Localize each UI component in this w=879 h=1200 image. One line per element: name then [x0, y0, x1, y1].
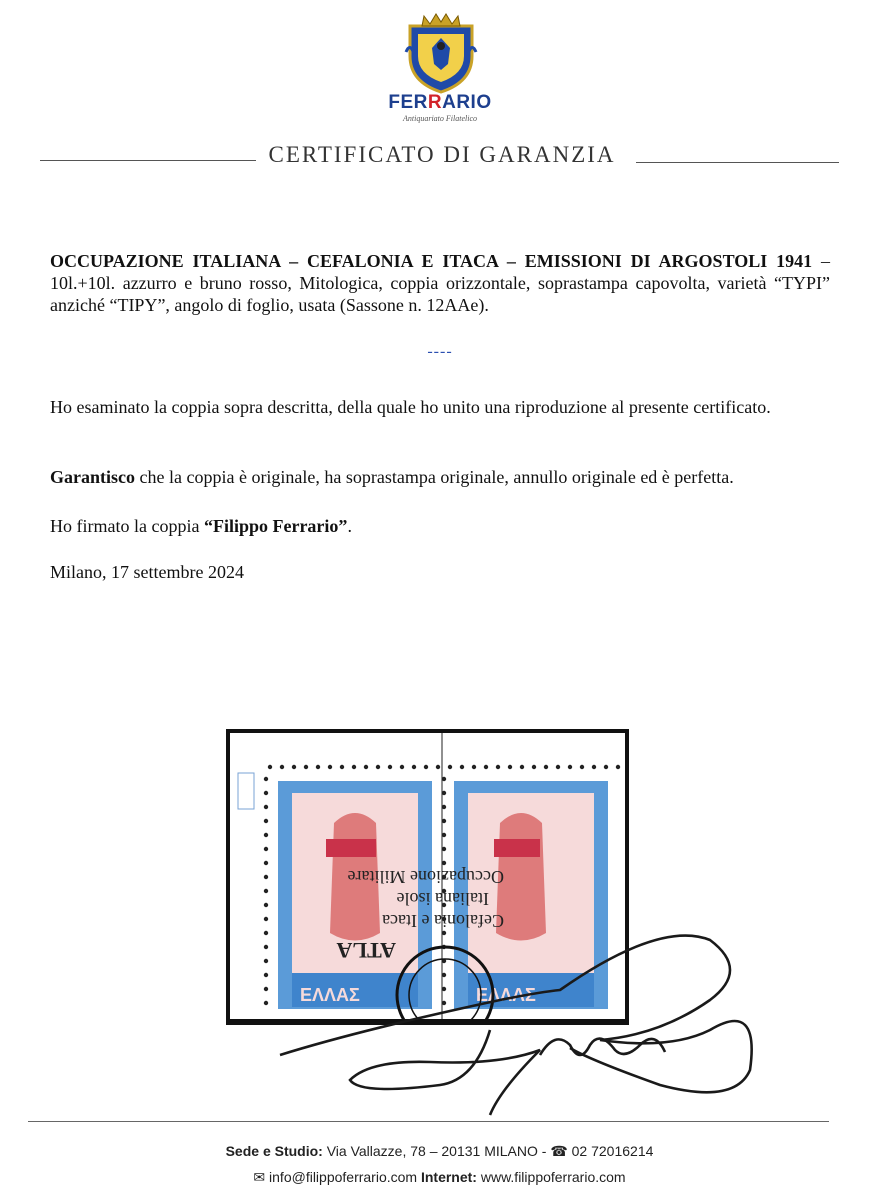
country-label-right: ΕΛΛΑΣ: [476, 985, 536, 1005]
overprint-line-3: Cefalonia e Itaca: [382, 911, 504, 931]
brand-tagline: Antiquariato Filatelico: [403, 114, 477, 123]
signature: [240, 880, 800, 1120]
place-date: Milano, 17 settembre 2024: [50, 562, 244, 582]
signature-statement: Ho firmato la coppia “Filippo Ferrario”.: [50, 516, 352, 536]
stamp-description: OCCUPAZIONE ITALIANA – CEFALONIA E ITACA – EMISSIONI DI ARGOSTOLI 1941 – 10l.+10l. azzurro e bruno rosso, Mitologica, coppia orizzontale, soprastampa capovolta, varietà “TYPI” anziché “TIPY”, angolo di foglio, usata (Sassone n. 12AAe).: [50, 251, 830, 315]
footer-contacts: ✉ info@filippoferrario.com Internet: www.filippoferrario.com: [253, 1169, 626, 1185]
overprint-line-2: Italiana isole: [396, 889, 489, 909]
brand-name: FERRARIO: [388, 92, 492, 113]
overprint-bottom: ATLA: [336, 938, 396, 963]
certificate-title: CERTIFICATO DI GARANZIA: [268, 142, 616, 167]
footer-rule: [28, 1121, 829, 1122]
footer-address: Sede e Studio: Via Vallazze, 78 – 20131 MILANO - ☎ 02 72016214: [225, 1143, 654, 1159]
title-rule-left: [40, 160, 256, 161]
envelope-icon: ✉: [253, 1169, 266, 1185]
guarantee-statement: Garantisco che la coppia è originale, ha soprastampa originale, annullo originale ed è perfetta.: [50, 467, 734, 487]
country-label-left: ΕΛΛΑΣ: [300, 985, 360, 1005]
section-separator: ----: [427, 343, 453, 360]
examination-statement: Ho esaminato la coppia sopra descritta, della quale ho unito una riproduzione al presente certificato.: [50, 397, 771, 417]
overprint-line-1: Occupazione Militare: [347, 867, 504, 887]
title-rule-right: [636, 162, 839, 163]
coat-of-arms-icon: [404, 12, 478, 94]
